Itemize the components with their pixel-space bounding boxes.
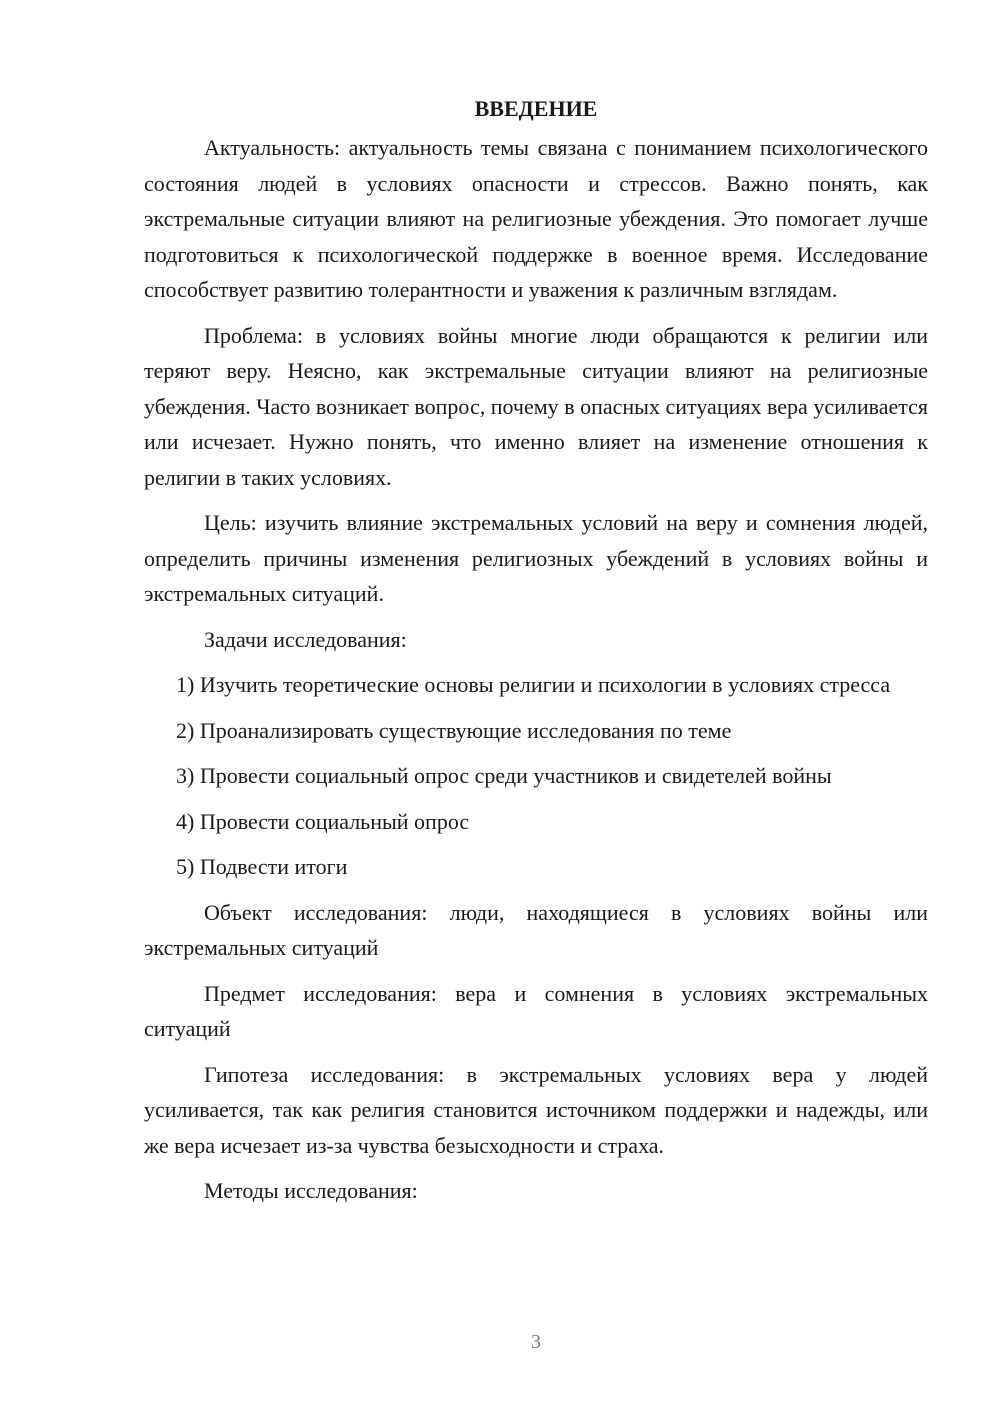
list-item: 4) Провести социальный опрос (176, 808, 470, 834)
page-number: 3 (531, 1331, 541, 1353)
relevance-paragraph: Актуальность: актуальность темы связана с пониманием психологического состояния людей в условиях опасности и стрессов. Важно понять, как экстремальные ситуации влияют на религиозные убеждения. Это помогает лучше подготовиться к психологической поддержке в военное время. Исследование способствует развитию толерантности и уважения к различным взглядам. (144, 135, 928, 302)
list-item: 3) Провести социальный опрос среди участников и свидетелей войны (176, 763, 832, 788)
list-item: 5) Подвести итоги (176, 854, 348, 879)
methods-heading: Методы исследования: (204, 1178, 418, 1203)
list-item: 2) Проанализировать существующие исследования по теме (176, 717, 732, 743)
subject-paragraph: Предмет исследования: вера и сомнения в условиях экстремальных ситуаций (144, 980, 928, 1041)
page-title: ВВЕДЕНИЕ (474, 96, 598, 121)
problem-paragraph: Проблема: в условиях войны многие люди обращаются к религии или теряют веру. Неясно, как экстремальные ситуации влияют на религиозные убеждения. Часто возникает вопрос, почему в опасных ситуациях вера усиливается или исчезает. Нужно понять, что именно влияет на изменение отношения к религии в таких условиях. (144, 322, 928, 490)
object-paragraph: Объект исследования: люди, находящиеся в условиях войны или экстремальных ситуаций (144, 899, 928, 960)
hypothesis-paragraph: Гипотеза исследования: в экстремальных условиях вера у людей усиливается, так как религия становится источником поддержки и надежды, или же вера исчезает из-за чувства безысходности и страха. (144, 1061, 928, 1158)
tasks-heading: Задачи исследования: (204, 626, 407, 652)
goal-paragraph: Цель: изучить влияние экстремальных условий на веру и сомнения людей, определить причины изменения религиозных убеждений в условиях войны и экстремальных ситуаций. (144, 510, 928, 606)
tasks-list (144, 667, 928, 885)
list-item: 1) Изучить теоретические основы религии и психологии в условиях стресса (176, 672, 891, 697)
document-page (144, 94, 928, 1219)
